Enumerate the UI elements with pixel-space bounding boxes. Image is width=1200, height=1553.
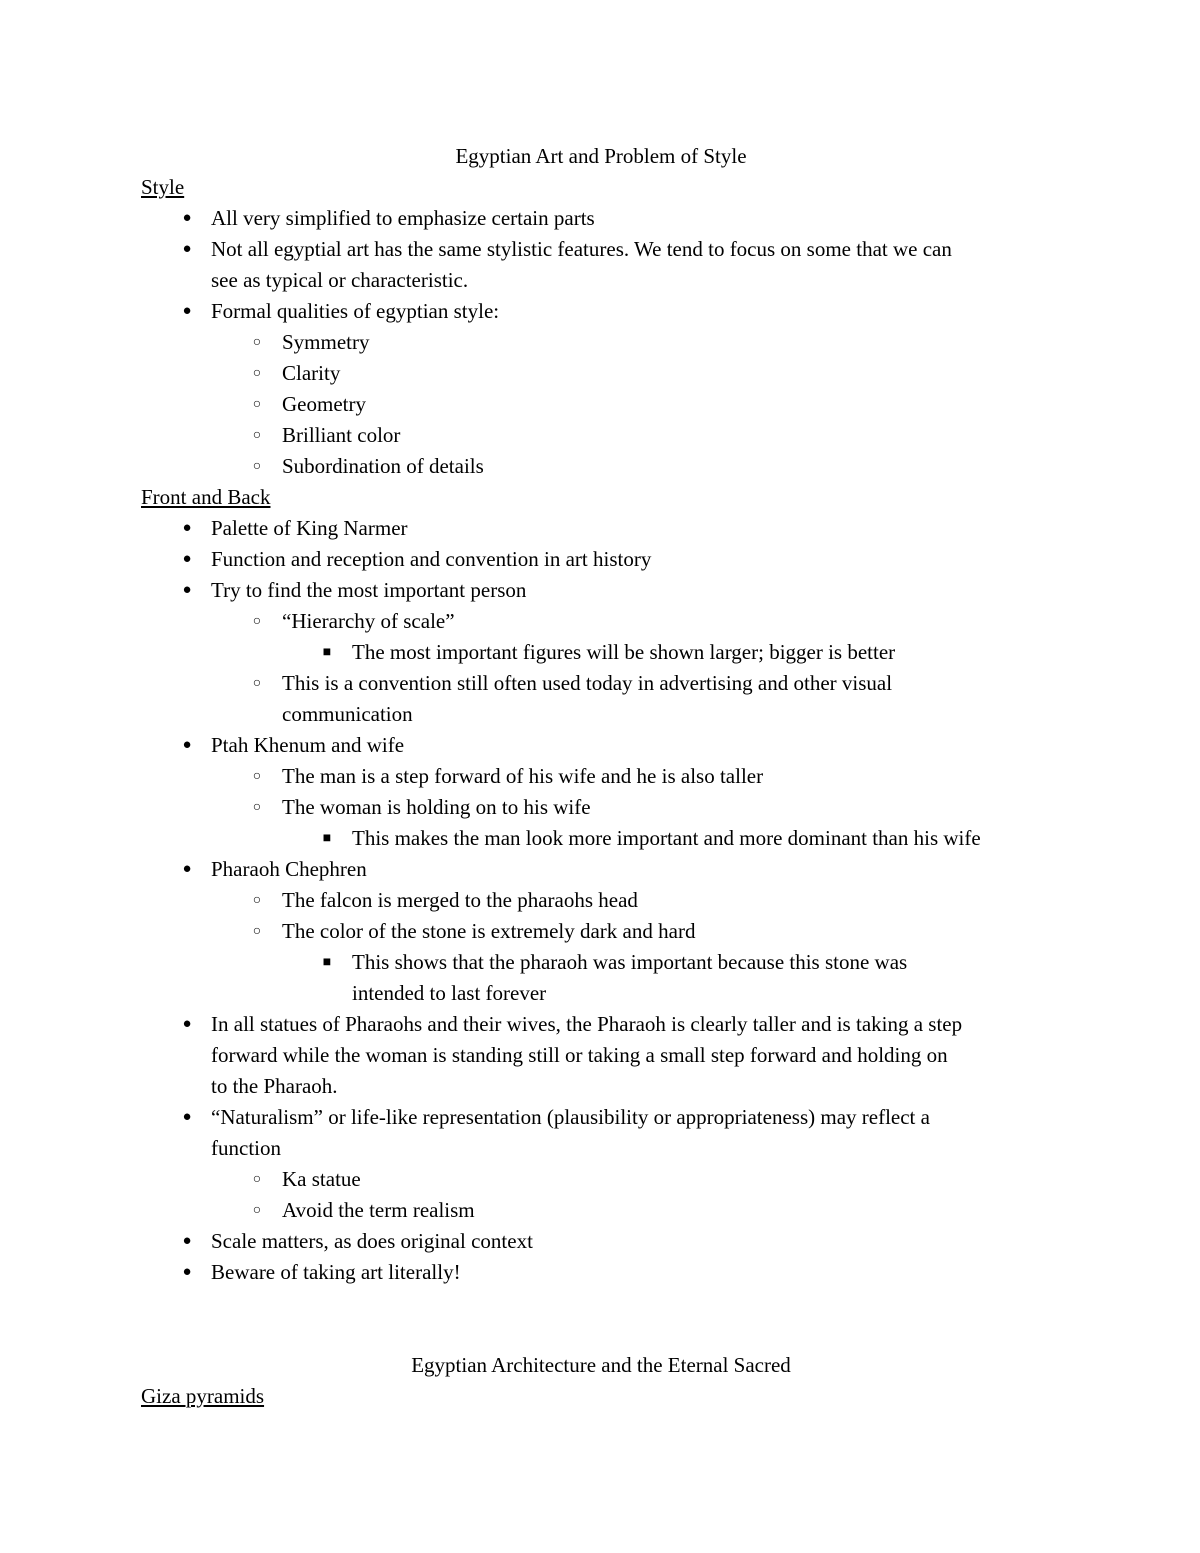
list-item: ● Not all egyptial art has the same stylistic features. We tend to focus on some that we can: [141, 234, 1061, 265]
sub-list-item: ○ The falcon is merged to the pharaohs head: [141, 885, 1061, 916]
sub-list-item: ○ The woman is holding on to his wife: [141, 792, 1061, 823]
heading-style: Style: [141, 175, 185, 199]
sub-list-item: ○ Avoid the term realism: [141, 1195, 1061, 1226]
sub-list-item: ○ The man is a step forward of his wife and he is also taller: [141, 761, 1061, 792]
sub-list-item: ○ Clarity: [141, 358, 1061, 389]
blank-space: [141, 1288, 1061, 1350]
sub-sub-list-item: ■ This shows that the pharaoh was important because this stone was: [141, 947, 1061, 978]
bullet-square-icon: ■: [322, 831, 332, 846]
bullet-disc-icon: ●: [182, 303, 192, 319]
list-item-continuation: function: [211, 1136, 281, 1160]
bullet-disc-icon: ●: [182, 1109, 192, 1125]
bullet-disc-icon: ●: [182, 1233, 192, 1249]
bullet-circle-icon: ○: [252, 769, 262, 784]
bullet-circle-icon: ○: [252, 800, 262, 815]
bullet-disc-icon: ●: [182, 582, 192, 598]
bullet-circle-icon: ○: [252, 335, 262, 350]
sub-list-item: ○ Brilliant color: [141, 420, 1061, 451]
bullet-circle-icon: ○: [252, 924, 262, 939]
bullet-circle-icon: ○: [252, 459, 262, 474]
list-item-continuation: see as typical or characteristic.: [211, 268, 469, 292]
bullet-circle-icon: ○: [252, 1172, 262, 1187]
list-item-continuation: forward while the woman is standing still or taking a small step forward and holding on: [211, 1043, 948, 1067]
heading-giza-pyramids: Giza pyramids: [141, 1384, 265, 1408]
sub-list-item: ○ This is a convention still often used today in advertising and other visual: [141, 668, 1061, 699]
list-item: ● All very simplified to emphasize certain parts: [141, 203, 1061, 234]
bullet-circle-icon: ○: [252, 428, 262, 443]
list-item: ● Pharaoh Chephren: [141, 854, 1061, 885]
bullet-circle-icon: ○: [252, 676, 262, 691]
sub-list-item: ○ Symmetry: [141, 327, 1061, 358]
sub-list-item: ○ Subordination of details: [141, 451, 1061, 482]
list-item: ● Function and reception and convention in art history: [141, 544, 1061, 575]
bullet-square-icon: ■: [322, 645, 332, 660]
bullet-disc-icon: ●: [182, 861, 192, 877]
list-item: ● Palette of King Narmer: [141, 513, 1061, 544]
bullet-circle-icon: ○: [252, 397, 262, 412]
list-item: ● Ptah Khenum and wife: [141, 730, 1061, 761]
bullet-circle-icon: ○: [252, 366, 262, 381]
section-title: Egyptian Art and Problem of Style: [455, 144, 747, 168]
document-content: [141, 141, 1061, 1412]
list-item: ● Formal qualities of egyptian style:: [141, 296, 1061, 327]
sub-sub-list-item-continuation: intended to last forever: [352, 981, 547, 1005]
sub-list-item: ○ Geometry: [141, 389, 1061, 420]
list-item: ● “Naturalism” or life-like representation (plausibility or appropriateness) may reflect a: [141, 1102, 1061, 1133]
sub-list-item: ○ The color of the stone is extremely dark and hard: [141, 916, 1061, 947]
bullet-disc-icon: ●: [182, 737, 192, 753]
list-item: ● Scale matters, as does original context: [141, 1226, 1061, 1257]
sub-list-item-continuation: communication: [282, 702, 413, 726]
bullet-disc-icon: ●: [182, 1264, 192, 1280]
list-item: ● Try to find the most important person: [141, 575, 1061, 606]
list-item: ● In all statues of Pharaohs and their wives, the Pharaoh is clearly taller and is taking a step: [141, 1009, 1061, 1040]
heading-front-and-back: Front and Back: [141, 485, 271, 509]
bullet-disc-icon: ●: [182, 210, 192, 226]
bullet-disc-icon: ●: [182, 520, 192, 536]
sub-list-item: ○ Ka statue: [141, 1164, 1061, 1195]
sub-sub-list-item: ■ This makes the man look more important and more dominant than his wife: [141, 823, 1061, 854]
section-title: Egyptian Architecture and the Eternal Sacred: [411, 1353, 791, 1377]
bullet-disc-icon: ●: [182, 1016, 192, 1032]
bullet-disc-icon: ●: [182, 551, 192, 567]
bullet-square-icon: ■: [322, 955, 332, 970]
list-item-continuation: to the Pharaoh.: [211, 1074, 338, 1098]
list-item: ● Beware of taking art literally!: [141, 1257, 1061, 1288]
bullet-circle-icon: ○: [252, 893, 262, 908]
bullet-disc-icon: ●: [182, 241, 192, 257]
bullet-circle-icon: ○: [252, 614, 262, 629]
bullet-circle-icon: ○: [252, 1203, 262, 1218]
sub-list-item: ○ “Hierarchy of scale”: [141, 606, 1061, 637]
sub-sub-list-item: ■ The most important figures will be shown larger; bigger is better: [141, 637, 1061, 668]
